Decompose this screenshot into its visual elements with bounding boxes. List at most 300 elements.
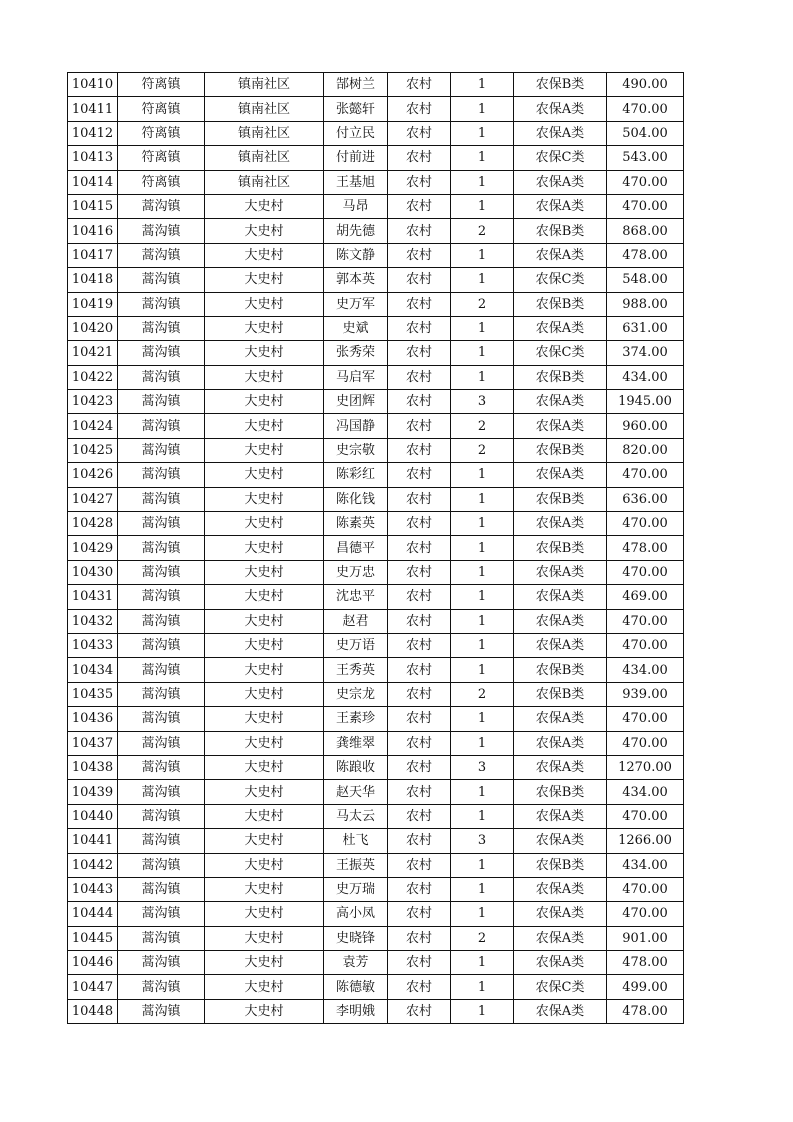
table-row (68, 999, 684, 1023)
household-size-cell: 1 (451, 146, 514, 170)
table-row (68, 585, 684, 609)
household-size-cell: 1 (451, 609, 514, 633)
household-size-cell: 1 (451, 121, 514, 145)
name-cell: 陈化钱 (324, 487, 388, 511)
town-cell: 蒿沟镇 (118, 268, 205, 292)
household-size-cell: 2 (451, 682, 514, 706)
household-type-cell: 农村 (388, 902, 451, 926)
household-type-cell: 农村 (388, 804, 451, 828)
amount-cell: 470.00 (607, 877, 684, 901)
village-cell: 大史村 (205, 487, 324, 511)
name-cell: 付前进 (324, 146, 388, 170)
insurance-category-cell: 农保A类 (514, 316, 607, 340)
amount-cell: 470.00 (607, 707, 684, 731)
amount-cell: 470.00 (607, 194, 684, 218)
amount-cell: 988.00 (607, 292, 684, 316)
household-size-cell: 2 (451, 414, 514, 438)
table-row (68, 682, 684, 706)
town-cell: 蒿沟镇 (118, 926, 205, 950)
name-cell: 史万忠 (324, 560, 388, 584)
name-cell: 史万瑞 (324, 877, 388, 901)
amount-cell: 504.00 (607, 121, 684, 145)
insurance-category-cell: 农保B类 (514, 438, 607, 462)
name-cell: 赵君 (324, 609, 388, 633)
row-id-cell: 10412 (68, 121, 118, 145)
household-size-cell: 3 (451, 755, 514, 779)
table-row (68, 536, 684, 560)
household-size-cell: 1 (451, 999, 514, 1023)
insurance-category-cell: 农保A类 (514, 951, 607, 975)
town-cell: 蒿沟镇 (118, 585, 205, 609)
household-size-cell: 1 (451, 194, 514, 218)
name-cell: 史宗龙 (324, 682, 388, 706)
household-type-cell: 农村 (388, 73, 451, 97)
household-type-cell: 农村 (388, 146, 451, 170)
insurance-category-cell: 农保A类 (514, 999, 607, 1023)
table-row (68, 219, 684, 243)
amount-cell: 490.00 (607, 73, 684, 97)
insurance-category-cell: 农保A类 (514, 804, 607, 828)
town-cell: 蒿沟镇 (118, 536, 205, 560)
village-cell: 大史村 (205, 243, 324, 267)
name-cell: 袁芳 (324, 951, 388, 975)
row-id-cell: 10437 (68, 731, 118, 755)
household-type-cell: 农村 (388, 268, 451, 292)
amount-cell: 469.00 (607, 585, 684, 609)
household-type-cell: 农村 (388, 341, 451, 365)
household-size-cell: 1 (451, 975, 514, 999)
household-type-cell: 农村 (388, 780, 451, 804)
amount-cell: 820.00 (607, 438, 684, 462)
town-cell: 蒿沟镇 (118, 463, 205, 487)
amount-cell: 939.00 (607, 682, 684, 706)
insurance-category-cell: 农保A类 (514, 609, 607, 633)
name-cell: 胡先德 (324, 219, 388, 243)
table-row (68, 463, 684, 487)
amount-cell: 470.00 (607, 97, 684, 121)
name-cell: 郜树兰 (324, 73, 388, 97)
amount-cell: 470.00 (607, 804, 684, 828)
name-cell: 史万语 (324, 633, 388, 657)
table-row (68, 170, 684, 194)
village-cell: 大史村 (205, 463, 324, 487)
household-size-cell: 1 (451, 853, 514, 877)
village-cell: 大史村 (205, 365, 324, 389)
table-row (68, 365, 684, 389)
row-id-cell: 10421 (68, 341, 118, 365)
village-cell: 大史村 (205, 536, 324, 560)
insurance-category-cell: 农保C类 (514, 146, 607, 170)
name-cell: 张秀荣 (324, 341, 388, 365)
table-row (68, 731, 684, 755)
name-cell: 高小凤 (324, 902, 388, 926)
row-id-cell: 10424 (68, 414, 118, 438)
row-id-cell: 10432 (68, 609, 118, 633)
town-cell: 蒿沟镇 (118, 658, 205, 682)
amount-cell: 478.00 (607, 999, 684, 1023)
household-size-cell: 1 (451, 243, 514, 267)
household-type-cell: 农村 (388, 536, 451, 560)
village-cell: 大史村 (205, 877, 324, 901)
table-row (68, 390, 684, 414)
name-cell: 马太云 (324, 804, 388, 828)
town-cell: 蒿沟镇 (118, 194, 205, 218)
household-type-cell: 农村 (388, 512, 451, 536)
village-cell: 大史村 (205, 707, 324, 731)
name-cell: 陈踉收 (324, 755, 388, 779)
village-cell: 镇南社区 (205, 97, 324, 121)
village-cell: 大史村 (205, 999, 324, 1023)
town-cell: 蒿沟镇 (118, 414, 205, 438)
insurance-category-cell: 农保A类 (514, 97, 607, 121)
household-type-cell: 农村 (388, 292, 451, 316)
table-row (68, 877, 684, 901)
row-id-cell: 10423 (68, 390, 118, 414)
insurance-category-cell: 农保A类 (514, 877, 607, 901)
row-id-cell: 10413 (68, 146, 118, 170)
village-cell: 大史村 (205, 633, 324, 657)
insurance-category-cell: 农保C类 (514, 341, 607, 365)
insurance-category-cell: 农保A类 (514, 829, 607, 853)
table-row (68, 512, 684, 536)
household-size-cell: 1 (451, 463, 514, 487)
household-size-cell: 1 (451, 341, 514, 365)
table-row (68, 268, 684, 292)
household-type-cell: 农村 (388, 731, 451, 755)
town-cell: 符离镇 (118, 146, 205, 170)
village-cell: 大史村 (205, 853, 324, 877)
insurance-category-cell: 农保A类 (514, 243, 607, 267)
row-id-cell: 10416 (68, 219, 118, 243)
village-cell: 镇南社区 (205, 170, 324, 194)
household-type-cell: 农村 (388, 560, 451, 584)
table-row (68, 97, 684, 121)
village-cell: 大史村 (205, 585, 324, 609)
name-cell: 付立民 (324, 121, 388, 145)
town-cell: 蒿沟镇 (118, 487, 205, 511)
village-cell: 大史村 (205, 658, 324, 682)
village-cell: 大史村 (205, 926, 324, 950)
insurance-category-cell: 农保B类 (514, 292, 607, 316)
row-id-cell: 10411 (68, 97, 118, 121)
household-type-cell: 农村 (388, 585, 451, 609)
insurance-category-cell: 农保C类 (514, 975, 607, 999)
household-size-cell: 1 (451, 365, 514, 389)
name-cell: 杜飞 (324, 829, 388, 853)
town-cell: 蒿沟镇 (118, 243, 205, 267)
amount-cell: 1266.00 (607, 829, 684, 853)
town-cell: 蒿沟镇 (118, 877, 205, 901)
household-size-cell: 3 (451, 390, 514, 414)
row-id-cell: 10433 (68, 633, 118, 657)
village-cell: 大史村 (205, 780, 324, 804)
row-id-cell: 10418 (68, 268, 118, 292)
row-id-cell: 10410 (68, 73, 118, 97)
row-id-cell: 10417 (68, 243, 118, 267)
village-cell: 大史村 (205, 390, 324, 414)
household-type-cell: 农村 (388, 853, 451, 877)
name-cell: 史团辉 (324, 390, 388, 414)
amount-cell: 470.00 (607, 512, 684, 536)
household-type-cell: 农村 (388, 926, 451, 950)
name-cell: 王基旭 (324, 170, 388, 194)
household-type-cell: 农村 (388, 219, 451, 243)
row-id-cell: 10445 (68, 926, 118, 950)
name-cell: 冯国静 (324, 414, 388, 438)
name-cell: 王秀英 (324, 658, 388, 682)
row-id-cell: 10425 (68, 438, 118, 462)
row-id-cell: 10434 (68, 658, 118, 682)
amount-cell: 960.00 (607, 414, 684, 438)
town-cell: 蒿沟镇 (118, 999, 205, 1023)
household-type-cell: 农村 (388, 877, 451, 901)
insurance-category-cell: 农保B类 (514, 487, 607, 511)
village-cell: 大史村 (205, 755, 324, 779)
village-cell: 大史村 (205, 682, 324, 706)
row-id-cell: 10427 (68, 487, 118, 511)
household-type-cell: 农村 (388, 975, 451, 999)
village-cell: 大史村 (205, 292, 324, 316)
household-size-cell: 1 (451, 658, 514, 682)
insurance-category-cell: 农保A类 (514, 585, 607, 609)
household-type-cell: 农村 (388, 682, 451, 706)
name-cell: 昌德平 (324, 536, 388, 560)
amount-cell: 499.00 (607, 975, 684, 999)
insurance-category-cell: 农保A类 (514, 414, 607, 438)
name-cell: 陈素英 (324, 512, 388, 536)
household-size-cell: 1 (451, 316, 514, 340)
amount-cell: 434.00 (607, 658, 684, 682)
village-cell: 大史村 (205, 316, 324, 340)
household-type-cell: 农村 (388, 829, 451, 853)
name-cell: 史斌 (324, 316, 388, 340)
amount-cell: 434.00 (607, 853, 684, 877)
amount-cell: 631.00 (607, 316, 684, 340)
row-id-cell: 10414 (68, 170, 118, 194)
name-cell: 陈德敏 (324, 975, 388, 999)
household-size-cell: 2 (451, 219, 514, 243)
insurance-category-cell: 农保B类 (514, 780, 607, 804)
row-id-cell: 10443 (68, 877, 118, 901)
village-cell: 大史村 (205, 268, 324, 292)
table-row (68, 609, 684, 633)
row-id-cell: 10430 (68, 560, 118, 584)
table-row (68, 243, 684, 267)
row-id-cell: 10442 (68, 853, 118, 877)
name-cell: 王振英 (324, 853, 388, 877)
town-cell: 蒿沟镇 (118, 633, 205, 657)
village-cell: 镇南社区 (205, 146, 324, 170)
town-cell: 蒿沟镇 (118, 341, 205, 365)
amount-cell: 470.00 (607, 560, 684, 584)
town-cell: 蒿沟镇 (118, 755, 205, 779)
insurance-category-cell: 农保A类 (514, 707, 607, 731)
town-cell: 符离镇 (118, 97, 205, 121)
insurance-category-cell: 农保B类 (514, 219, 607, 243)
table-row (68, 487, 684, 511)
amount-cell: 470.00 (607, 731, 684, 755)
row-id-cell: 10415 (68, 194, 118, 218)
table-row (68, 414, 684, 438)
town-cell: 符离镇 (118, 73, 205, 97)
household-size-cell: 1 (451, 170, 514, 194)
town-cell: 蒿沟镇 (118, 682, 205, 706)
amount-cell: 543.00 (607, 146, 684, 170)
table-row (68, 707, 684, 731)
town-cell: 蒿沟镇 (118, 219, 205, 243)
amount-cell: 470.00 (607, 170, 684, 194)
household-size-cell: 1 (451, 780, 514, 804)
household-type-cell: 农村 (388, 390, 451, 414)
insurance-category-cell: 农保B类 (514, 73, 607, 97)
amount-cell: 478.00 (607, 951, 684, 975)
table-row (68, 146, 684, 170)
row-id-cell: 10419 (68, 292, 118, 316)
insurance-category-cell: 农保A类 (514, 926, 607, 950)
table-row (68, 194, 684, 218)
amount-cell: 470.00 (607, 633, 684, 657)
village-cell: 大史村 (205, 560, 324, 584)
row-id-cell: 10428 (68, 512, 118, 536)
name-cell: 史万军 (324, 292, 388, 316)
name-cell: 陈彩红 (324, 463, 388, 487)
household-size-cell: 1 (451, 97, 514, 121)
household-size-cell: 3 (451, 829, 514, 853)
household-size-cell: 1 (451, 902, 514, 926)
row-id-cell: 10436 (68, 707, 118, 731)
table-row (68, 975, 684, 999)
town-cell: 蒿沟镇 (118, 316, 205, 340)
town-cell: 蒿沟镇 (118, 731, 205, 755)
amount-cell: 470.00 (607, 902, 684, 926)
town-cell: 蒿沟镇 (118, 609, 205, 633)
household-type-cell: 农村 (388, 170, 451, 194)
row-id-cell: 10438 (68, 755, 118, 779)
town-cell: 蒿沟镇 (118, 829, 205, 853)
table-row (68, 780, 684, 804)
amount-cell: 470.00 (607, 463, 684, 487)
household-type-cell: 农村 (388, 609, 451, 633)
household-type-cell: 农村 (388, 755, 451, 779)
town-cell: 符离镇 (118, 121, 205, 145)
town-cell: 蒿沟镇 (118, 902, 205, 926)
name-cell: 史晓锋 (324, 926, 388, 950)
insurance-category-cell: 农保A类 (514, 512, 607, 536)
row-id-cell: 10426 (68, 463, 118, 487)
row-id-cell: 10422 (68, 365, 118, 389)
household-size-cell: 1 (451, 633, 514, 657)
town-cell: 蒿沟镇 (118, 804, 205, 828)
amount-cell: 478.00 (607, 243, 684, 267)
amount-cell: 901.00 (607, 926, 684, 950)
town-cell: 蒿沟镇 (118, 365, 205, 389)
table-body (68, 73, 684, 1024)
name-cell: 赵天华 (324, 780, 388, 804)
household-type-cell: 农村 (388, 365, 451, 389)
household-size-cell: 1 (451, 536, 514, 560)
town-cell: 蒿沟镇 (118, 707, 205, 731)
household-size-cell: 1 (451, 73, 514, 97)
household-type-cell: 农村 (388, 658, 451, 682)
town-cell: 蒿沟镇 (118, 560, 205, 584)
village-cell: 大史村 (205, 194, 324, 218)
amount-cell: 636.00 (607, 487, 684, 511)
town-cell: 蒿沟镇 (118, 975, 205, 999)
amount-cell: 374.00 (607, 341, 684, 365)
village-cell: 大史村 (205, 219, 324, 243)
insurance-category-cell: 农保A类 (514, 194, 607, 218)
table-row (68, 951, 684, 975)
table-row (68, 804, 684, 828)
household-size-cell: 1 (451, 804, 514, 828)
insurance-category-cell: 农保C类 (514, 268, 607, 292)
table-row (68, 829, 684, 853)
amount-cell: 478.00 (607, 536, 684, 560)
amount-cell: 470.00 (607, 609, 684, 633)
household-type-cell: 农村 (388, 194, 451, 218)
table-row (68, 121, 684, 145)
insurance-category-cell: 农保A类 (514, 121, 607, 145)
amount-cell: 434.00 (607, 365, 684, 389)
village-cell: 镇南社区 (205, 73, 324, 97)
insurance-category-cell: 农保A类 (514, 463, 607, 487)
household-type-cell: 农村 (388, 121, 451, 145)
insurance-category-cell: 农保B类 (514, 365, 607, 389)
household-size-cell: 2 (451, 292, 514, 316)
amount-cell: 434.00 (607, 780, 684, 804)
row-id-cell: 10440 (68, 804, 118, 828)
insurance-category-cell: 农保B类 (514, 682, 607, 706)
household-size-cell: 1 (451, 268, 514, 292)
insurance-category-cell: 农保A类 (514, 755, 607, 779)
village-cell: 大史村 (205, 609, 324, 633)
household-size-cell: 1 (451, 585, 514, 609)
insurance-category-cell: 农保A类 (514, 633, 607, 657)
town-cell: 蒿沟镇 (118, 292, 205, 316)
village-cell: 大史村 (205, 438, 324, 462)
household-size-cell: 1 (451, 487, 514, 511)
insurance-category-cell: 农保A类 (514, 560, 607, 584)
household-type-cell: 农村 (388, 633, 451, 657)
name-cell: 王素珍 (324, 707, 388, 731)
household-size-cell: 2 (451, 438, 514, 462)
household-size-cell: 1 (451, 877, 514, 901)
household-type-cell: 农村 (388, 487, 451, 511)
amount-cell: 1270.00 (607, 755, 684, 779)
household-type-cell: 农村 (388, 438, 451, 462)
town-cell: 蒿沟镇 (118, 438, 205, 462)
name-cell: 李明娥 (324, 999, 388, 1023)
household-type-cell: 农村 (388, 999, 451, 1023)
amount-cell: 1945.00 (607, 390, 684, 414)
table-row (68, 438, 684, 462)
household-size-cell: 1 (451, 731, 514, 755)
table-row (68, 926, 684, 950)
amount-cell: 548.00 (607, 268, 684, 292)
village-cell: 大史村 (205, 902, 324, 926)
insurance-category-cell: 农保A类 (514, 902, 607, 926)
table-row (68, 292, 684, 316)
household-type-cell: 农村 (388, 316, 451, 340)
name-cell: 沈忠平 (324, 585, 388, 609)
table-row (68, 633, 684, 657)
village-cell: 大史村 (205, 414, 324, 438)
household-type-cell: 农村 (388, 463, 451, 487)
household-type-cell: 农村 (388, 243, 451, 267)
row-id-cell: 10447 (68, 975, 118, 999)
name-cell: 马启军 (324, 365, 388, 389)
household-type-cell: 农村 (388, 951, 451, 975)
